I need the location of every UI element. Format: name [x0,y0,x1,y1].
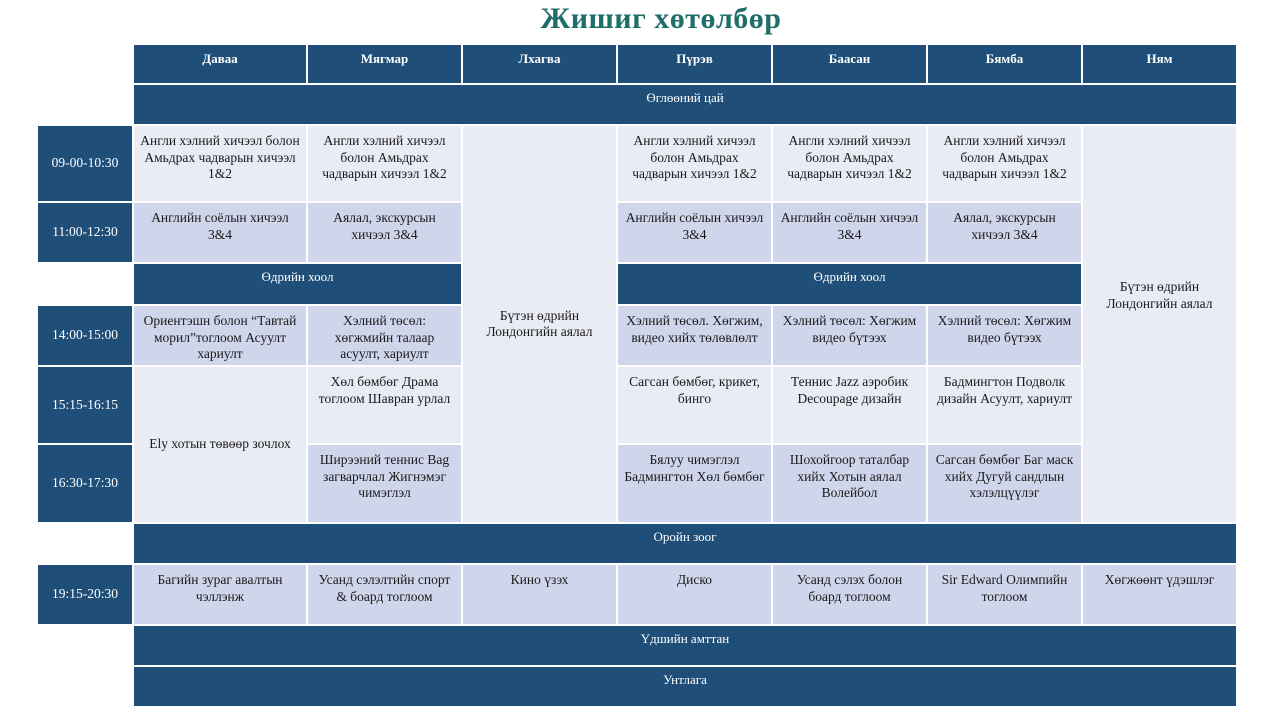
day-header-tuesday: Мягмар [308,45,461,83]
activity-fri-0900: Англи хэлний хичээл болон Амьдрах чадварын хичээл 1&2 [773,126,926,201]
activity-sat-1100: Аялал, экскурсын хичээл 3&4 [928,203,1081,262]
band-breakfast: Өглөөний цай [134,85,1236,124]
day-header-thursday: Пүрэв [618,45,771,83]
activity-mon-afternoon: Ely хотын төвөөр зочлох [134,367,306,522]
activity-tue-0900: Англи хэлний хичээл болон Амьдрах чадварын хичээл 1&2 [308,126,461,201]
activity-tue-1915: Усанд сэлэлтийн спорт & боард тоглоом [308,565,461,624]
day-header-saturday: Бямба [928,45,1081,83]
activity-wed-1915: Кино үзэх [463,565,616,624]
activity-sun-fullday: Бүтэн өдрийн Лондонгийн аялал [1083,126,1236,522]
time-1915: 19:15-20:30 [38,565,132,624]
band-lunch-left: Өдрийн хоол [134,264,461,304]
activity-thu-1630: Бялуу чимэглэл Бадмингтон Хөл бөмбөг [618,445,771,522]
day-header-friday: Баасан [773,45,926,83]
activity-tue-1515: Хөл бөмбөг Драма тоглоом Шавран урлал [308,367,461,443]
activity-mon-0900: Англи хэлний хичээл болон Амьдрах чадварын хичээл 1&2 [134,126,306,201]
activity-sat-1915: Sir Edward Олимпийн тоглоом [928,565,1081,624]
activity-thu-1915: Диско [618,565,771,624]
activity-fri-1100: Английн соёлын хичээл 3&4 [773,203,926,262]
band-sleep: Унтлага [134,667,1236,706]
activity-tue-1630: Ширээний теннис Bag загварчлал Жигнэмэг чимэглэл [308,445,461,522]
schedule-table [38,45,1236,706]
activity-wed-fullday: Бүтэн өдрийн Лондонгийн аялал [463,126,616,522]
day-header-monday: Даваа [134,45,306,83]
activity-sat-0900: Англи хэлний хичээл болон Амьдрах чадварын хичээл 1&2 [928,126,1081,201]
activity-mon-1915: Багийн зураг авалтын чэллэнж [134,565,306,624]
time-1100: 11:00-12:30 [38,203,132,262]
activity-tue-1400: Хэлний төсөл: хөгжмийн талаар асуулт, хариулт [308,306,461,365]
activity-sat-1630: Сагсан бөмбөг Баг маск хийх Дугуй сандлын хэлэлцүүлэг [928,445,1081,522]
activity-tue-1100: Аялал, экскурсын хичээл 3&4 [308,203,461,262]
activity-mon-1100: Английн соёлын хичээл 3&4 [134,203,306,262]
page-title: Жишиг хөтөлбөр [540,2,782,35]
time-0900: 09-00-10:30 [38,126,132,201]
activity-fri-1630: Шохойгоор таталбар хийх Хотын аялал Волейбол [773,445,926,522]
time-1630: 16:30-17:30 [38,445,132,522]
time-1515: 15:15-16:15 [38,367,132,443]
activity-thu-0900: Англи хэлний хичээл болон Амьдрах чадварын хичээл 1&2 [618,126,771,201]
time-1400: 14:00-15:00 [38,306,132,365]
band-dinner: Оройн зоог [134,524,1236,563]
band-lunch-right: Өдрийн хоол [618,264,1081,304]
day-header-wednesday: Лхагва [463,45,616,83]
activity-thu-1515: Сагсан бөмбөг, крикет, бинго [618,367,771,443]
activity-sat-1515: Бадмингтон Подволк дизайн Асуулт, хариулт [928,367,1081,443]
band-snack: Үдшийн амттан [134,626,1236,665]
activity-fri-1515: Теннис Jazz аэробик Decoupage дизайн [773,367,926,443]
activity-mon-1400: Ориентэшн болон “Тавтай морил”тоглоом Асуулт хариулт [134,306,306,365]
activity-sat-1400: Хэлний төсөл: Хөгжим видео бүтээх [928,306,1081,365]
activity-fri-1915: Усанд сэлэх болон боард тоглоом [773,565,926,624]
day-header-sunday: Ням [1083,45,1236,83]
activity-sun-1915: Хөгжөөнт үдэшлэг [1083,565,1236,624]
activity-thu-1400: Хэлний төсөл. Хөгжим, видео хийх төлөвлөлт [618,306,771,365]
activity-thu-1100: Английн соёлын хичээл 3&4 [618,203,771,262]
activity-fri-1400: Хэлний төсөл: Хөгжим видео бүтээх [773,306,926,365]
empty-corner [38,45,132,83]
